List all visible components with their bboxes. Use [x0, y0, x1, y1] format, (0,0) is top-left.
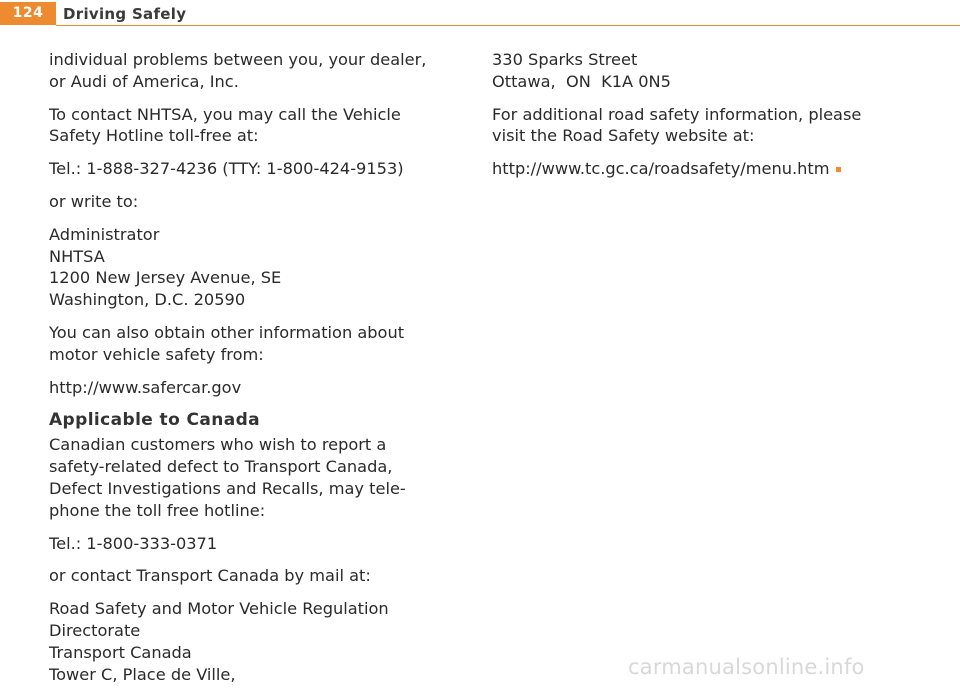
- text-line: Canadian customers who wish to report a: [49, 435, 387, 455]
- paragraph-nhtsa-contact: [49, 104, 461, 148]
- text-line: To contact NHTSA, you may call the Vehicle: [49, 104, 401, 124]
- address-line: NHTSA: [49, 246, 105, 266]
- address-line: Road Safety and Motor Vehicle Regulation: [49, 599, 389, 619]
- text-line: individual problems between you, your dealer,: [49, 50, 427, 69]
- address-line: 1200 New Jersey Avenue, SE: [49, 268, 282, 288]
- paragraph-other-info: [49, 322, 461, 366]
- contact-mail-text: or contact Transport Canada by mail at:: [49, 566, 371, 586]
- address-line: Washington, D.C. 20590: [49, 290, 246, 310]
- paragraph-road-safety: [492, 104, 932, 148]
- nhtsa-phone: Tel.: 1-888-327-4236 (TTY: 1-800-424-9153): [49, 159, 404, 179]
- right-column: [492, 49, 932, 191]
- text-line: visit the Road Safety website at:: [492, 126, 755, 146]
- address-line: 330 Sparks Street: [492, 50, 638, 69]
- road-safety-url-line: [492, 158, 932, 180]
- text-line: You can also obtain other information about: [49, 322, 405, 342]
- text-line: For additional road safety information, please: [492, 104, 862, 124]
- header-rule: [56, 25, 960, 26]
- address-line: Ottawa, ON K1A 0N5: [492, 71, 671, 91]
- text-line: Defect Investigations and Recalls, may tele-: [49, 478, 406, 498]
- paragraph-canada: [49, 434, 461, 521]
- section-title: Driving Safely: [63, 5, 187, 23]
- road-safety-link[interactable]: http://www.tc.gc.ca/roadsafety/menu.htm: [492, 159, 830, 179]
- address-line: Administrator: [49, 224, 160, 244]
- text-line: Safety Hotline toll-free at:: [49, 126, 259, 146]
- page-number: 124: [0, 2, 56, 25]
- page-header: [0, 0, 960, 30]
- write-to-text: or write to:: [49, 191, 139, 211]
- canada-heading: Applicable to Canada: [49, 410, 261, 431]
- canada-address: [49, 598, 461, 685]
- canada-phone: Tel.: 1-800-333-0371: [49, 533, 218, 553]
- address-line: Directorate: [49, 620, 141, 640]
- ottawa-address: [492, 49, 932, 93]
- address-line: Transport Canada: [49, 642, 192, 662]
- text-line: phone the toll free hotline:: [49, 500, 266, 520]
- text-line: safety-related defect to Transport Canada,: [49, 457, 393, 477]
- address-line: Tower C, Place de Ville,: [49, 664, 236, 684]
- watermark: carmanualsonline.info: [628, 655, 865, 679]
- text-line: or Audi of America, Inc.: [49, 71, 239, 91]
- end-of-section-icon: [836, 167, 841, 172]
- left-column: [49, 49, 461, 696]
- safercar-link[interactable]: http://www.safercar.gov: [49, 377, 242, 397]
- text-line: motor vehicle safety from:: [49, 344, 264, 364]
- nhtsa-address: [49, 224, 461, 311]
- paragraph-dealer: [49, 49, 461, 93]
